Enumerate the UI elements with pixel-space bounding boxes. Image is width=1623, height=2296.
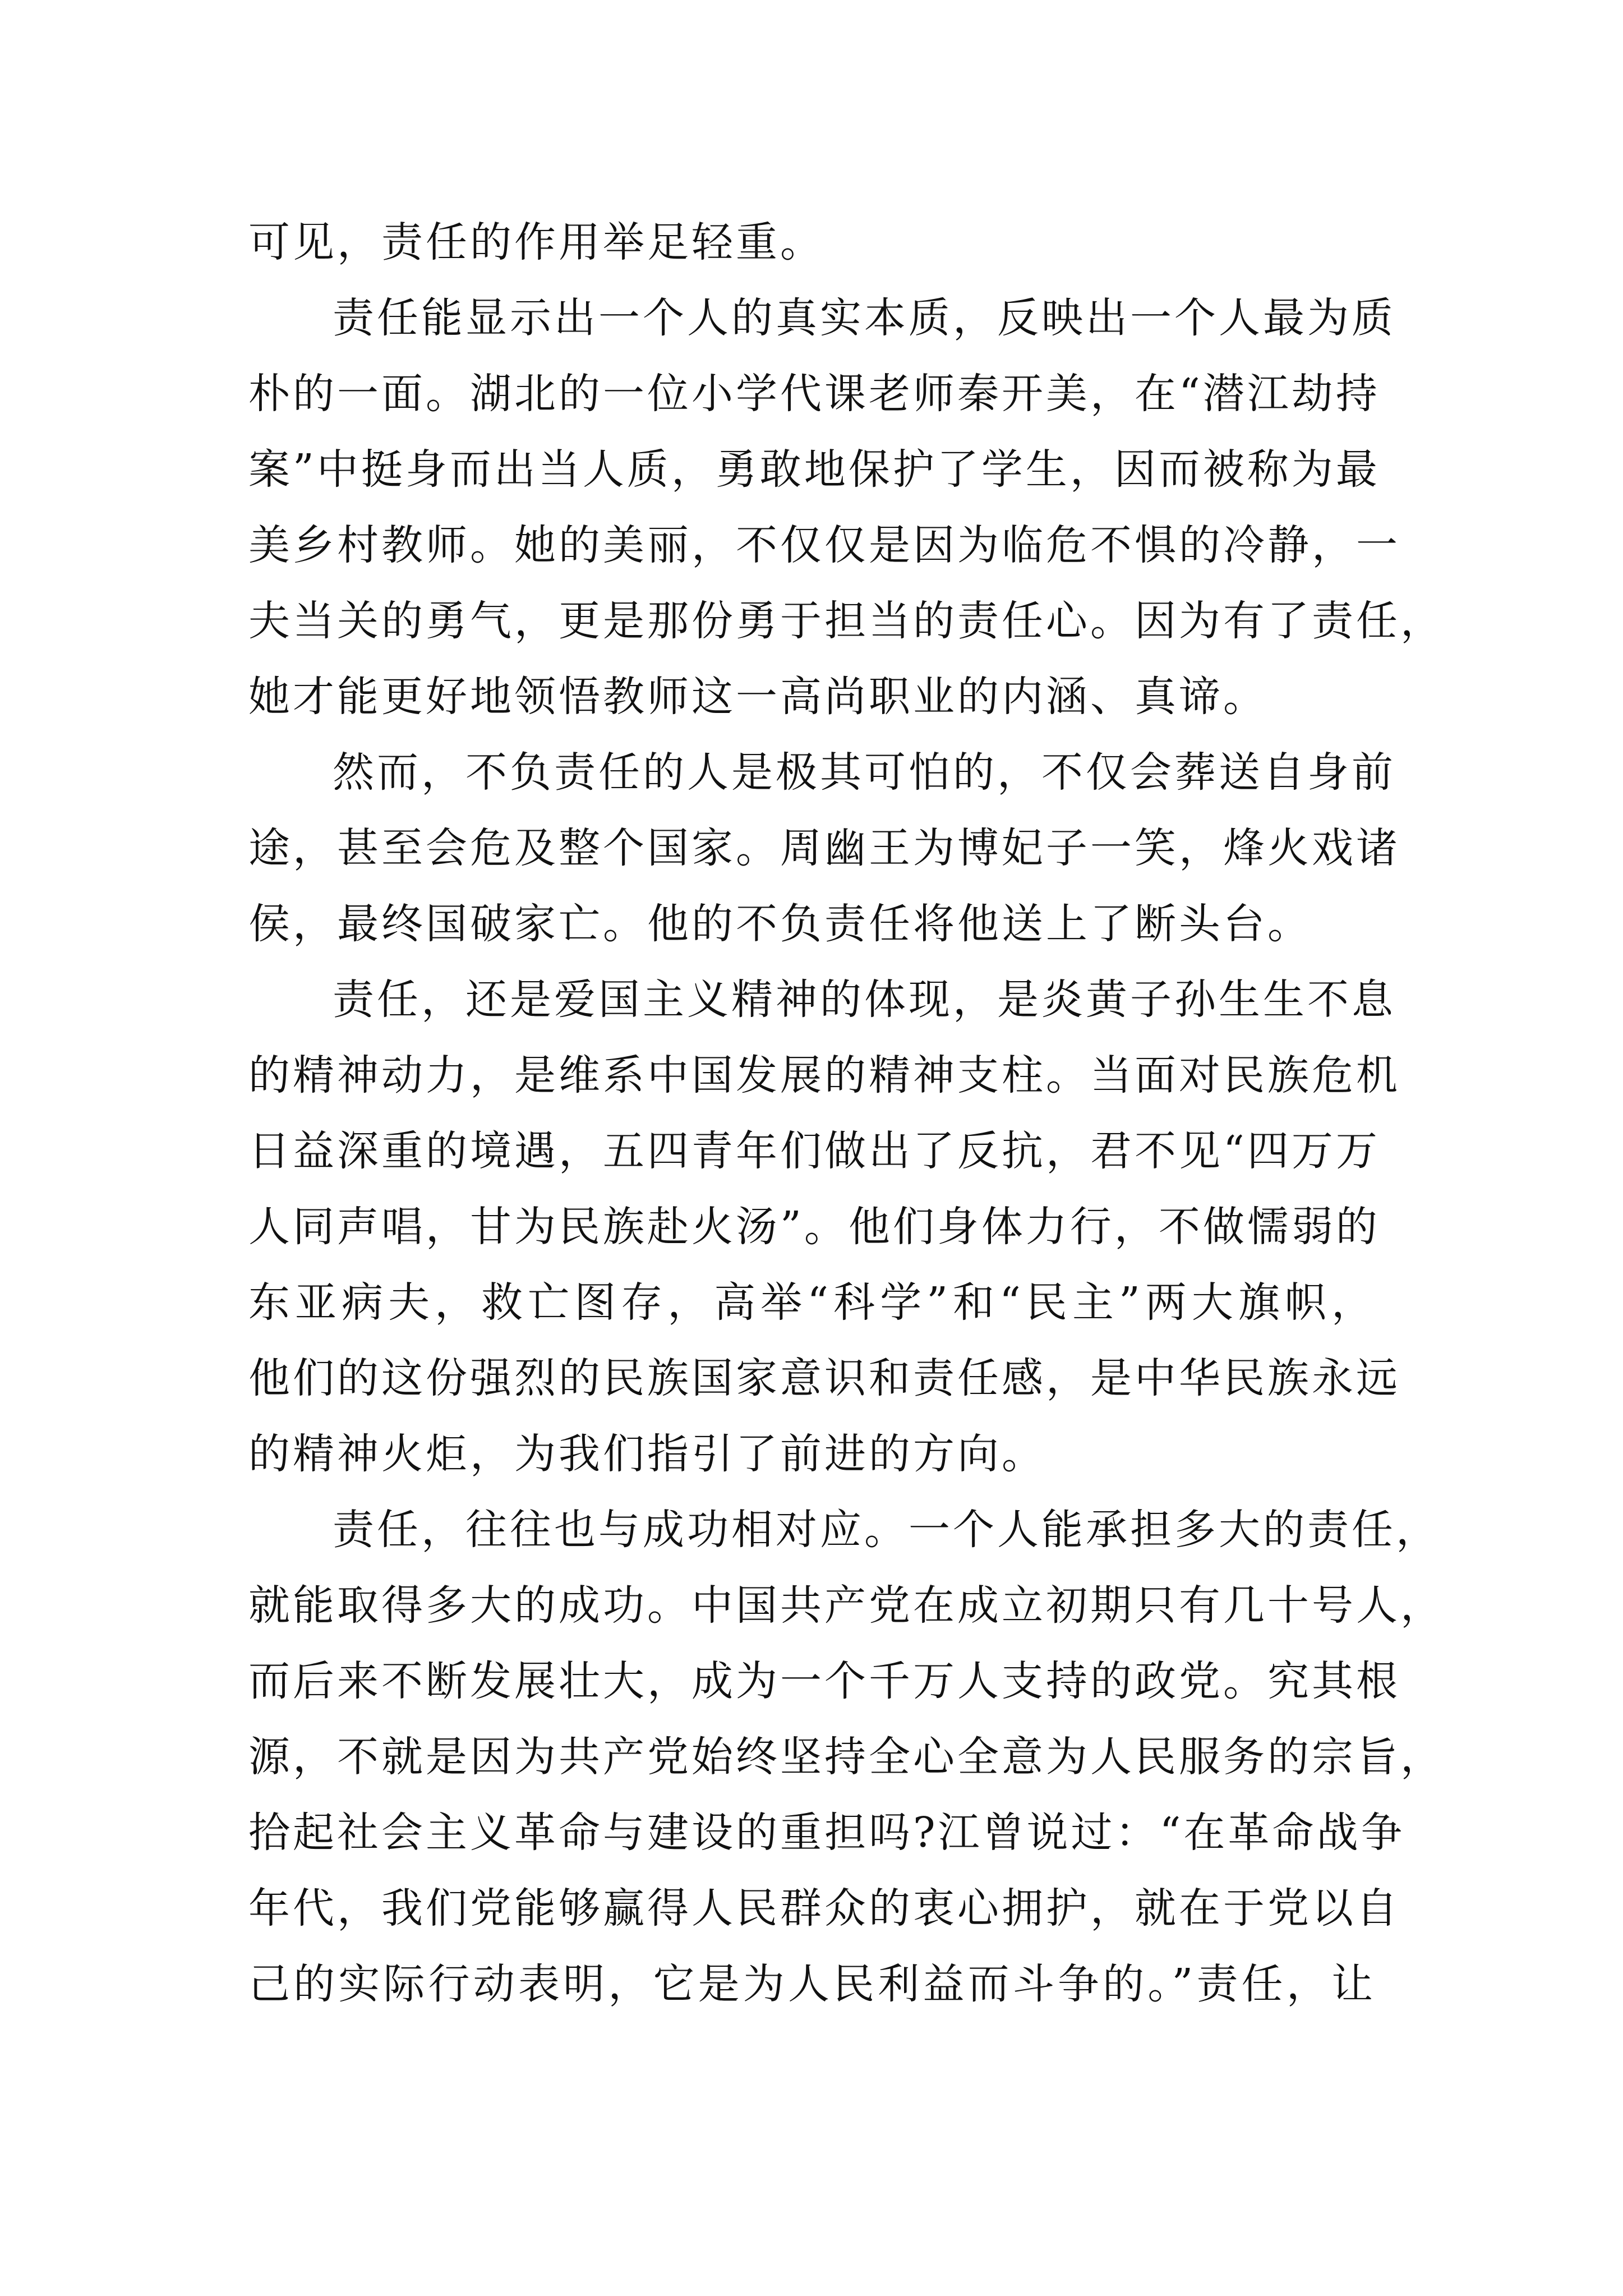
- text-line: 东亚病夫，救亡图存，高举“科学”和“民主”两大旗帜，: [248, 1278, 1376, 1327]
- body-text: [248, 205, 1445, 2022]
- text-line: 责任，往往也与成功相对应。一个人能承担多大的责任，: [333, 1506, 1440, 1554]
- text-line: 而后来不断发展壮大，成为一个千万人支持的政党。究其根: [248, 1657, 1400, 1705]
- text-line: 案”中挺身而出当人质，勇敢地保护了学生，因而被称为最: [248, 445, 1380, 494]
- text-line: 源，不就是因为共产党始终坚持全心全意为人民服务的宗旨，: [248, 1733, 1445, 1781]
- text-line: 侯，最终国破家亡。他的不负责任将他送上了断头台。: [248, 900, 1312, 948]
- text-line: 美乡村教师。她的美丽，不仅仅是因为临危不惧的冷静，一: [248, 521, 1400, 569]
- text-line: 己的实际行动表明，它是为人民利益而斗争的。”责任，让: [248, 1960, 1376, 2008]
- text-line: 拾起社会主义革命与建设的重担吗?江曾说过：“在革命战争: [248, 1809, 1405, 1857]
- text-line: 可见，责任的作用举足轻重。: [248, 218, 824, 266]
- text-line: 责任能显示出一个人的真实本质，反映出一个人最为质: [333, 294, 1396, 342]
- text-line: 然而，不负责任的人是极其可怕的，不仅会葬送自身前: [333, 748, 1396, 797]
- text-line: 就能取得多大的成功。中国共产党在成立初期只有几十号人，: [248, 1581, 1445, 1630]
- text-line: 她才能更好地领悟教师这一高尚职业的内涵、真谛。: [248, 673, 1267, 721]
- text-line: 的精神火炬，为我们指引了前进的方向。: [248, 1430, 1046, 1478]
- text-line: 朴的一面。湖北的一位小学代课老师秦开美，在“潜江劫持: [248, 370, 1380, 418]
- text-line: 年代，我们党能够赢得人民群众的衷心拥护，就在于党以自: [248, 1884, 1400, 1932]
- text-line: 人同声唱，甘为民族赴火汤”。他们身体力行，不做懦弱的: [248, 1203, 1380, 1251]
- text-line: 责任，还是爱国主义精神的体现，是炎黄子孙生生不息: [333, 976, 1396, 1024]
- text-line: 夫当关的勇气，更是那份勇于担当的责任心。因为有了责任，: [248, 597, 1445, 645]
- text-line: 日益深重的境遇，五四青年们做出了反抗，君不见“四万万: [248, 1127, 1380, 1175]
- text-line: 他们的这份强烈的民族国家意识和责任感，是中华民族永远: [248, 1354, 1400, 1402]
- text-line: 途，甚至会危及整个国家。周幽王为博妃子一笑，烽火戏诸: [248, 824, 1400, 872]
- text-line: 的精神动力，是维系中国发展的精神支柱。当面对民族危机: [248, 1051, 1400, 1099]
